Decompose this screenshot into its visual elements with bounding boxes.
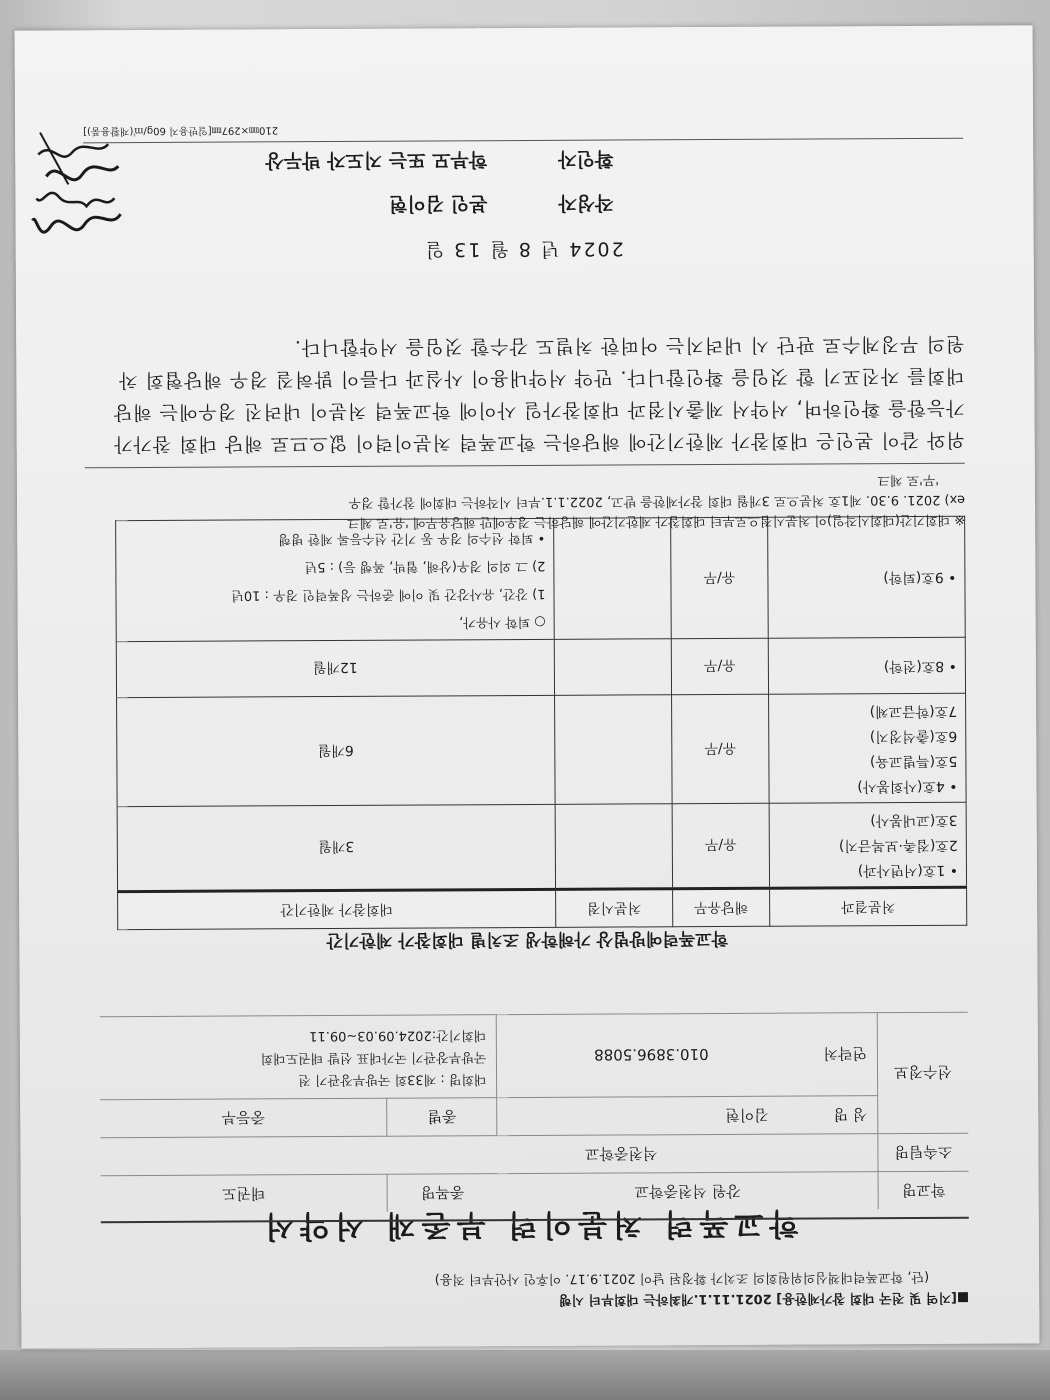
- period-note: 2) 그 외의 경우(상해, 협박, 폭행 등) : 5년: [304, 557, 546, 575]
- competition-label: 대회명: [448, 1071, 487, 1087]
- statement-text: 위와 같이 본인은 대회참가 제한기간에 해당하는 학교폭력 처분이력이 없으므로 해당 대회 참가가 가능함을 확인하며, 서약서 제출시점과 대회참가일 사이에 학교폭력 처분이 내려진 경우에는 해당대회를 자진포기 할 것임을 확인합니다. 만약 서약내용이 사실과 다름이 밝혀질 경우 해당협회 차원의 무징계수로 판단 시 내려지는 어떠한 처벌도 감수할 것임을 서약합니다.: [112, 332, 965, 456]
- info-row-player: [100, 1095, 968, 1138]
- info-row-affiliation: [100, 1133, 968, 1176]
- period-cell: 12개월: [116, 639, 554, 697]
- sign-date: 2024 년 8 월 13 일: [423, 237, 624, 261]
- name-value: 김이현: [725, 1105, 769, 1124]
- player-info-table: [100, 1012, 969, 1214]
- period-label: 대회기간: [436, 1027, 487, 1043]
- result-item: 6호(출석정지): [869, 727, 958, 745]
- result-item: 2호(접촉·보복금지): [838, 836, 958, 854]
- player-label: 선수정보: [877, 1012, 968, 1133]
- period-note: ○ 퇴학 사유가,: [459, 613, 546, 630]
- result-cell: [769, 693, 967, 803]
- name-cell: [497, 1096, 878, 1136]
- table-surface: [0, 1350, 1050, 1400]
- affiliation-label: 소속팀명: [878, 1133, 969, 1171]
- period-cell: 6개월: [117, 695, 556, 806]
- period-cell: 3개월: [117, 804, 555, 891]
- table-row: [116, 516, 966, 641]
- period-note: • 퇴학 선수의 경우 동 기간 선수등록 제한 병행: [278, 529, 546, 547]
- confirmer-label: 확인자: [558, 147, 614, 170]
- organizer-value: 국가대표 선발 태권도대회: [260, 1049, 407, 1066]
- footnote-line: ex) 2021. 9.30. 제1호 처분으로 3개월 대회 참가제한을 받고, 2022.1.1.부터 시작하는 대회에 참가할 경우: [348, 491, 966, 510]
- result-cell: [768, 637, 965, 694]
- event-value: 태권도: [101, 1174, 388, 1213]
- col-header-applicable: 해당유무: [673, 888, 770, 927]
- info-row-contact: [100, 1012, 968, 1100]
- restriction-header-row: [118, 887, 967, 929]
- applicable-cell[interactable]: 유/무: [671, 638, 768, 695]
- result-cell: [769, 802, 966, 888]
- result-item: 7호(학급교체): [869, 702, 958, 720]
- info-row-school: [101, 1171, 969, 1213]
- time-cell[interactable]: [554, 518, 672, 640]
- period-notes-cell: [116, 518, 555, 641]
- competition-value: : 제33회 국방부장관기 전: [298, 1071, 445, 1088]
- event-label: 종목명: [387, 1174, 498, 1212]
- contact-value: 010.3896.5088: [594, 1045, 709, 1065]
- col-header-period: 대회참가 제한기간: [118, 889, 556, 929]
- footnote: [85, 469, 965, 534]
- header-note-sub: (단, 학교폭력대책심의위원회의 조치가 확정된 날이 2021.9.17. 이후인 사안부터 적용): [434, 1268, 930, 1287]
- header-note: ■[지역 및 전국 대회 참가제한용] 2021.11.1.개최하는 대회부터 시행: [558, 1289, 970, 1307]
- footnote-line: '무'로 체크: [877, 471, 939, 488]
- restriction-table-title: 학교폭력예방법상 가해학생 조치별 대회참가 제한기간: [326, 927, 729, 951]
- document-title: 학교폭력 처분이력 부존재 서약서: [259, 1205, 799, 1244]
- organizer-line: [110, 1045, 487, 1069]
- result-item: • 4호(사회봉사): [857, 777, 958, 795]
- gender-label: 종별: [387, 1098, 498, 1137]
- writer-label: 작성자: [558, 191, 614, 214]
- writer-signature: [93, 191, 613, 221]
- gender-value: 중등부: [100, 1098, 387, 1137]
- school-value: 강원 석천중학교: [498, 1172, 879, 1211]
- affiliation-value: 석천중학교: [100, 1134, 878, 1176]
- document-sheet: [15, 25, 1040, 1348]
- confirmer-signature: [93, 147, 613, 177]
- table-row: [117, 693, 967, 806]
- period-line: [110, 1023, 487, 1047]
- period-value: :2024.09.03~09.11: [309, 1027, 437, 1044]
- applicable-cell[interactable]: 유/무: [672, 694, 770, 804]
- col-header-result: 처분결과: [770, 887, 967, 926]
- confirmer-name: 학부모 또는 지도자 박두상: [265, 148, 488, 172]
- col-header-time: 처분시점: [556, 889, 673, 928]
- result-item: • 9호(퇴학): [883, 569, 957, 586]
- form-number: 210㎜×297㎜[일반용지 60g/㎡(재활용품)]: [83, 124, 279, 137]
- period-note: 1) 강간, 유사강간 및 이에 준하는 성폭력인 경우 : 10년: [231, 585, 546, 603]
- competition-cell: [100, 1015, 497, 1100]
- organizer-label: 국방부장관기: [411, 1049, 487, 1065]
- applicable-cell[interactable]: 유/무: [672, 803, 769, 889]
- time-cell[interactable]: [555, 695, 673, 805]
- contact-cell: [497, 1013, 878, 1098]
- table-row: [116, 637, 965, 697]
- result-item: 3호(교내봉사): [870, 811, 958, 829]
- result-item: • 8호(전학): [883, 657, 957, 675]
- table-row: [117, 802, 966, 891]
- contact-label: 연락처: [823, 1044, 867, 1063]
- footnote-line: ※ 대회기간(대회시작일)이 처분시점으로부터 대회참가 제한기간에 해당하는 경우에만 해당유무에 '유'로 체크: [347, 511, 966, 530]
- school-label: 학교명: [878, 1171, 969, 1209]
- time-cell[interactable]: [555, 804, 672, 890]
- restriction-table: [115, 516, 967, 930]
- applicable-cell[interactable]: 유/무: [671, 517, 769, 639]
- document-content: [15, 25, 1040, 1348]
- name-label: 성 명: [833, 1105, 868, 1124]
- result-item: 5호(특별교육): [869, 752, 958, 770]
- result-cell: [768, 516, 966, 638]
- competition-line: [110, 1067, 487, 1091]
- time-cell[interactable]: [554, 639, 671, 696]
- writer-name: 본인 김이현: [388, 192, 488, 215]
- result-item: • 1호(서면사과): [857, 861, 959, 879]
- statement-rule: [85, 463, 965, 469]
